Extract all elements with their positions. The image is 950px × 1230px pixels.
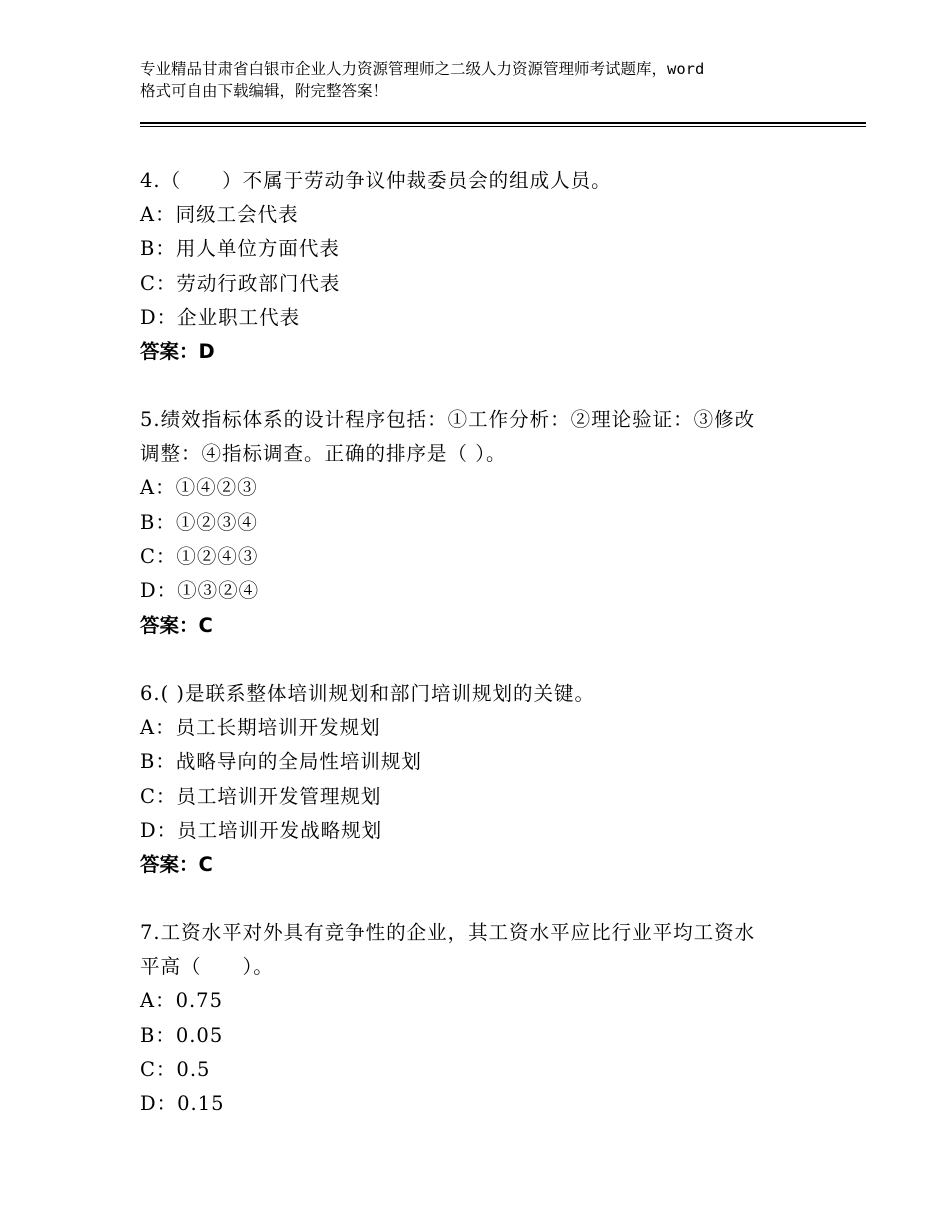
- option-c: C：①②④③: [140, 545, 259, 569]
- header-divider-thin: [140, 126, 866, 127]
- answer: 答案：D: [140, 340, 215, 364]
- document-header: [140, 58, 860, 102]
- question-stem-line-2: 调整：④指标调查。正确的排序是（ ）。: [140, 442, 507, 466]
- question-list: [140, 164, 840, 1122]
- option-c: C：劳动行政部门代表: [140, 271, 341, 295]
- header-title-line-2: 格式可自由下载编辑，附完整答案！: [140, 82, 389, 100]
- option-a: A：0.75: [140, 989, 224, 1013]
- question-stem: 4.（ ）不属于劳动争议仲裁委员会的组成人员。: [140, 169, 612, 192]
- answer: 答案：C: [140, 853, 213, 877]
- option-a: A：员工长期培训开发规划: [140, 715, 381, 739]
- option-d: D：企业职工代表: [140, 305, 301, 329]
- option-b: B：0.05: [140, 1023, 224, 1047]
- question-stem-line-1: 7.工资水平对外具有竞争性的企业，其工资水平应比行业平均工资水: [140, 921, 756, 945]
- question-4: [140, 164, 840, 369]
- option-d: D：0.15: [140, 1092, 225, 1116]
- option-a: A：同级工会代表: [140, 203, 299, 226]
- question-stem-line-2: 平高（ ）。: [140, 955, 274, 979]
- option-a: A：①④②③: [140, 476, 258, 500]
- question-stem: 6.( )是联系整体培训规划和部门培训规划的关键。: [140, 681, 596, 705]
- option-b: B：战略导向的全局性培训规划: [140, 750, 422, 774]
- option-b: B：①②③④: [140, 510, 258, 534]
- question-7: [140, 916, 840, 1121]
- option-c: C：0.5: [140, 1058, 211, 1082]
- option-b: B：用人单位方面代表: [140, 237, 340, 261]
- answer: 答案：C: [140, 613, 213, 637]
- option-d: D：员工培训开发战略规划: [140, 818, 383, 842]
- question-stem-line-1: 5.绩效指标体系的设计程序包括：①工作分析：②理论验证：③修改: [140, 408, 756, 432]
- question-5: [140, 403, 840, 642]
- question-6: [140, 677, 840, 882]
- header-title-line-1: 专业精品甘肃省白银市企业人力资源管理师之二级人力资源管理师考试题库，word: [140, 60, 705, 78]
- header-divider-thick: [140, 122, 866, 124]
- option-c: C：员工培训开发管理规划: [140, 784, 382, 808]
- option-d: D：①③②④: [140, 579, 260, 603]
